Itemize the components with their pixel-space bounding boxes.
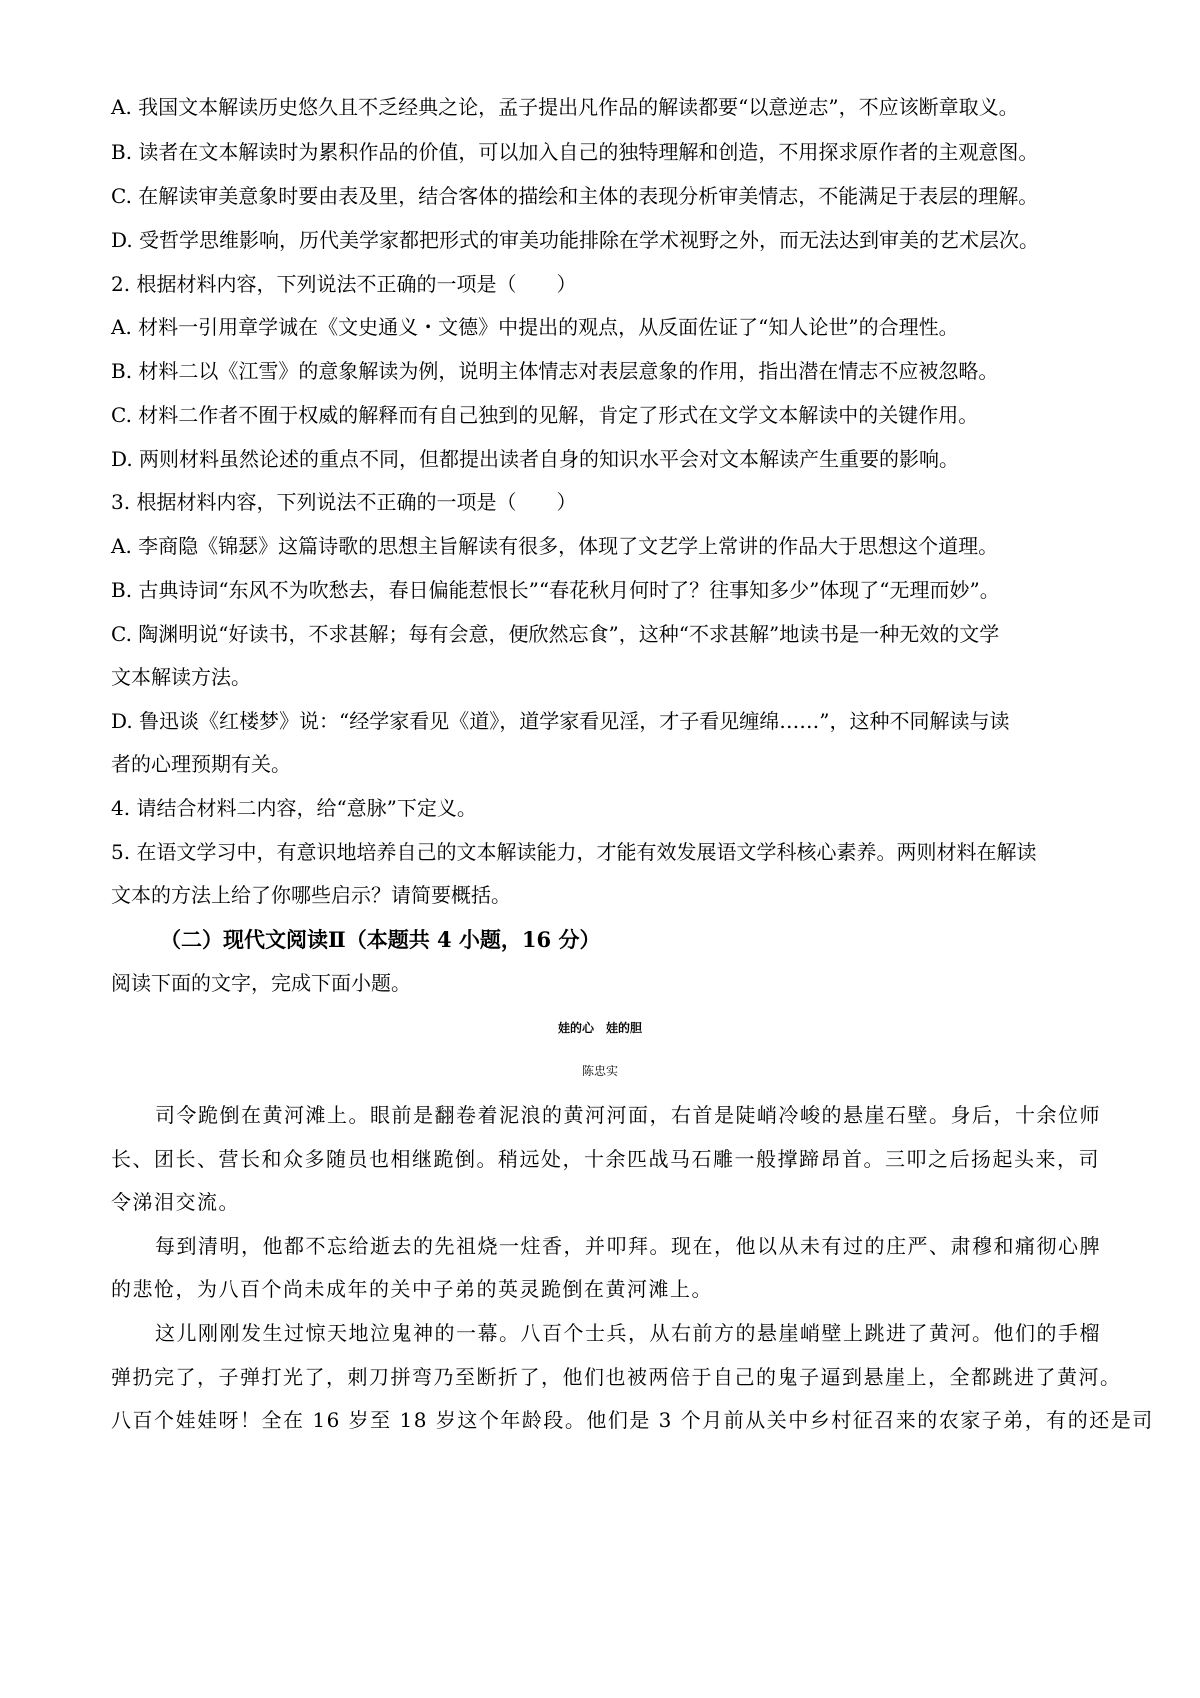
q5-stem-line1: 5. 在语文学习中，有意识地培养自己的文本解读能力，才能有效发展语文学科核心素养。两则材料在解读 <box>111 840 1037 864</box>
story-p1-line3: 令涕泪交流。 <box>111 1190 240 1214</box>
section-heading: （二）现代文阅读Ⅱ（本题共 4 小题，16 分） <box>160 927 601 952</box>
story-p3-line2: 弹扔完了，子弹打光了，刺刀拼弯乃至断折了，他们也被两倍于自己的鬼子逼到悬崖上，全都跳进了黄河。 <box>111 1365 1122 1389</box>
q2-option-a: A. 材料一引用章学诚在《文史通义・文德》中提出的观点，从反面佐证了“知人论世”的合理性。 <box>111 315 959 339</box>
q3-option-c-line1: C. 陶渊明说“好读书，不求甚解；每有会意，便欣然忘食”，这种“不求甚解”地读书是一种无效的文学 <box>111 622 1000 646</box>
q2-option-c: C. 材料二作者不囿于权威的解释而有自己独到的见解，肯定了形式在文学文本解读中的关键作用。 <box>111 403 979 427</box>
q1-option-d: D. 受哲学思维影响，历代美学家都把形式的审美功能排除在学术视野之外，而无法达到审美的艺术层次。 <box>111 228 1040 252</box>
q2-option-b: B. 材料二以《江雪》的意象解读为例，说明主体情志对表层意象的作用，指出潜在情志不应被忽略。 <box>111 359 999 383</box>
q1-option-b: B. 读者在文本解读时为累积作品的价值，可以加入自己的独特理解和创造，不用探求原作者的主观意图。 <box>111 140 1039 164</box>
reading-instruction: 阅读下面的文字，完成下面小题。 <box>111 971 411 995</box>
q2-option-d: D. 两则材料虽然论述的重点不同，但都提出读者自身的知识水平会对文本解读产生重要的影响。 <box>111 447 960 471</box>
story-p2-line1: 每到清明，他都不忘给逝去的先祖烧一炷香，并叩拜。现在，他以从未有过的庄严、肃穆和痛彻心脾 <box>155 1234 1101 1258</box>
story-p1-line1: 司令跪倒在黄河滩上。眼前是翻卷着泥浪的黄河河面，右首是陡峭冷峻的悬崖石壁。身后，十余位师 <box>155 1103 1101 1127</box>
story-p1-line2: 长、团长、营长和众多随员也相继跪倒。稍远处，十余匹战马石雕一般撑蹄昂首。三叩之后扬起头来，司 <box>111 1147 1100 1171</box>
q3-option-d-line2: 者的心理预期有关。 <box>111 752 291 776</box>
q1-option-c: C. 在解读审美意象时要由表及里，结合客体的描绘和主体的表现分析审美情志，不能满足于表层的理解。 <box>111 184 1039 208</box>
story-p3-line1: 这儿刚刚发生过惊天地泣鬼神的一幕。八百个士兵，从右前方的悬崖峭壁上跳进了黄河。他们的手榴 <box>155 1321 1101 1345</box>
q3-option-c-line2: 文本解读方法。 <box>111 665 251 689</box>
q3-stem: 3. 根据材料内容，下列说法不正确的一项是（ ） <box>111 490 577 514</box>
story-p3-line3: 八百个娃娃呀！全在 16 岁至 18 岁这个年龄段。他们是 3 个月前从关中乡村征召来的农家子弟，有的还是司 <box>111 1408 1154 1432</box>
q3-option-b: B. 古典诗词“东风不为吹愁去，春日偏能惹恨长”“春花秋月何时了？往事知多少”体现了“无理而妙”。 <box>111 578 1000 602</box>
story-p2-line2: 的悲怆，为八百个尚未成年的关中子弟的英灵跪倒在黄河滩上。 <box>111 1277 713 1301</box>
story-author: 陈忠实 <box>581 1064 618 1078</box>
q3-option-d-line1: D. 鲁迅谈《红楼梦》说：“经学家看见《道》，道学家看见淫，才子看见缠绵……”，这种不同解读与读 <box>111 709 1010 733</box>
q2-stem: 2. 根据材料内容，下列说法不正确的一项是（ ） <box>111 272 577 296</box>
q4-stem: 4. 请结合材料二内容，给“意脉”下定义。 <box>111 796 477 820</box>
story-title: 娃的心 娃的胆 <box>557 1021 642 1035</box>
q3-option-a: A. 李商隐《锦瑟》这篇诗歌的思想主旨解读有很多，体现了文艺学上常讲的作品大于思想这个道理。 <box>111 534 999 558</box>
q1-option-a: A. 我国文本解读历史悠久且不乏经典之论，孟子提出凡作品的解读都要“以意逆志”，不应该断章取义。 <box>111 95 1019 119</box>
q5-stem-line2: 文本的方法上给了你哪些启示？请简要概括。 <box>111 883 511 907</box>
